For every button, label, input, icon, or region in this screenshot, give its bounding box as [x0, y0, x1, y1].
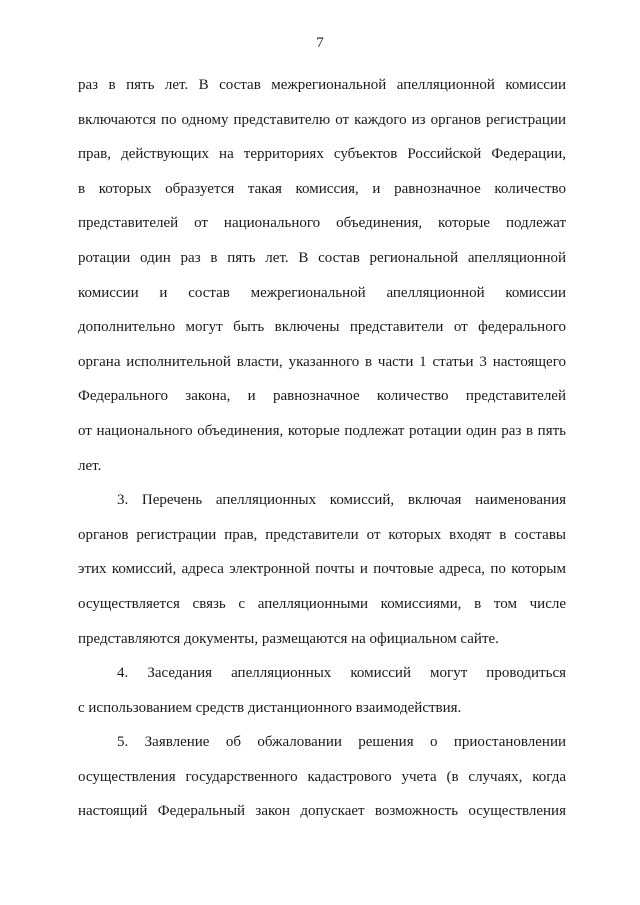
text-line: 5. Заявление об обжаловании решения о приостановлении — [117, 734, 566, 751]
text-line: 4. Заседания апелляционных комиссий могут проводиться — [117, 665, 566, 682]
page-number: 7 — [316, 35, 324, 51]
text-line: Федерального закона, и равнозначное количество представителей — [78, 388, 566, 405]
text-line: органа исполнительной власти, указанного в части 1 статьи 3 настоящего — [78, 353, 566, 370]
text-line: раз в пять лет. В состав межрегиональной апелляционной комиссии — [78, 77, 566, 93]
text-line: этих комиссий, адреса электронной почты и почтовые адреса, по которым — [78, 561, 566, 578]
text-line: ротации один раз в пять лет. В состав региональной апелляционной — [78, 249, 566, 266]
text-line: настоящий Федеральный закон допускает возможность осуществления — [78, 803, 566, 820]
text-line: дополнительно могут быть включены представители от федерального — [78, 319, 566, 336]
text-line: прав, действующих на территориях субъектов Российской Федерации, — [78, 146, 566, 163]
text-line: от национального объединения, которые подлежат ротации один раз в пять — [78, 422, 566, 439]
text-line: комиссии и состав межрегиональной апелляционной комиссии — [78, 284, 566, 301]
text-line: лет. — [78, 457, 102, 474]
text-line: включаются по одному представителю от каждого из органов регистрации — [78, 111, 566, 128]
text-line: органов регистрации прав, представители от которых входят в составы — [78, 526, 566, 543]
text-line: осуществляется связь с апелляционными комиссиями, в том числе — [78, 595, 566, 612]
text-line: представителей от национального объединения, которые подлежат — [78, 215, 566, 232]
body-text — [78, 72, 566, 833]
text-line: в которых образуется такая комиссия, и равнозначное количество — [78, 180, 566, 197]
text-line: представляются документы, размещаются на официальном сайте. — [78, 630, 499, 647]
text-line: 3. Перечень апелляционных комиссий, включая наименования — [117, 492, 566, 509]
text-line: с использованием средств дистанционного взаимодействия. — [78, 699, 462, 716]
text-line: осуществления государственного кадастрового учета (в случаях, когда — [78, 768, 566, 785]
